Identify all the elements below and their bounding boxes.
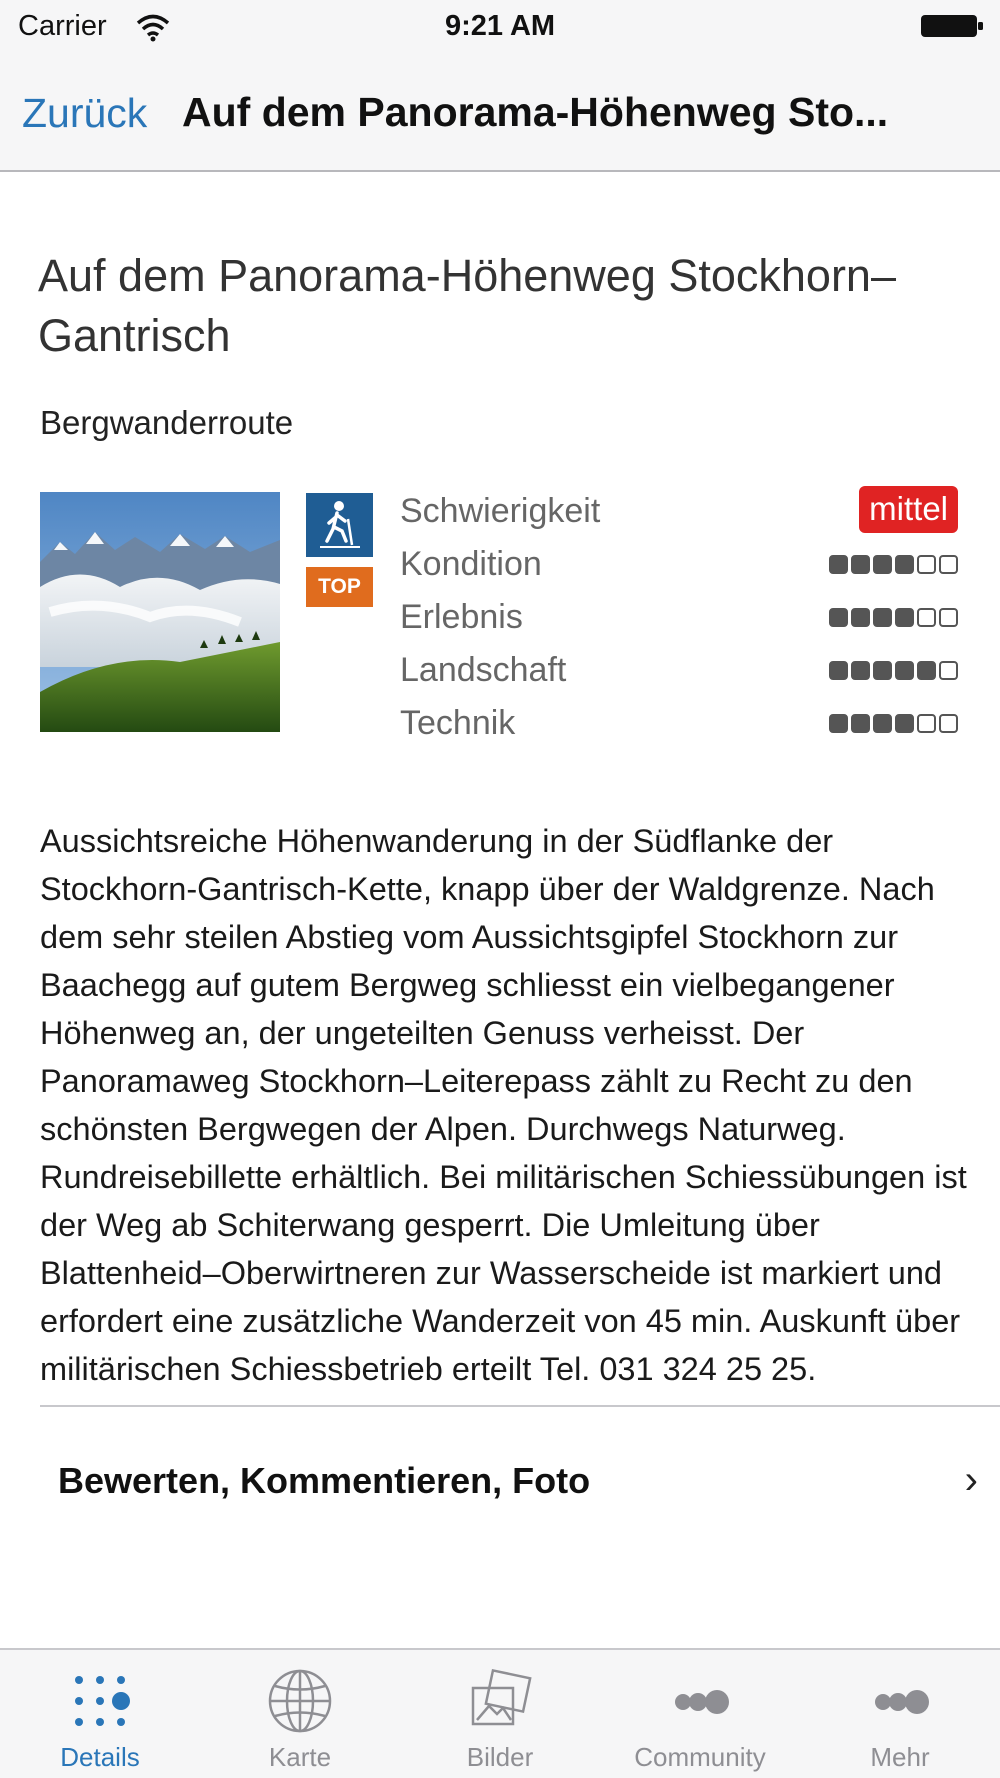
rating-dot-filled xyxy=(895,608,914,627)
divider xyxy=(40,1405,1000,1407)
back-button[interactable]: Zurück xyxy=(22,90,148,136)
rating-dot-filled xyxy=(895,714,914,733)
nav-title: Auf dem Panorama-Höhenweg Sto... xyxy=(182,89,889,135)
rating-dot-filled xyxy=(829,661,848,680)
tab-label: Community xyxy=(634,1742,766,1772)
rating-dot-empty xyxy=(939,714,958,733)
rating-label: Landschaft xyxy=(400,651,567,689)
rating-row-schwierigkeit xyxy=(398,484,958,537)
rating-label: Kondition xyxy=(400,545,542,583)
tab-community[interactable] xyxy=(600,1650,800,1778)
details-dots-icon xyxy=(65,1666,135,1736)
chevron-right-icon: › xyxy=(964,1458,978,1502)
rating-dot-filled xyxy=(851,555,870,574)
rating-dot-filled xyxy=(851,608,870,627)
tab-details[interactable] xyxy=(0,1650,200,1778)
tab-mehr[interactable] xyxy=(800,1650,1000,1778)
mountain-photo-image xyxy=(40,492,280,732)
rating-dot-empty xyxy=(939,661,958,680)
rating-dot-empty xyxy=(917,608,936,627)
rating-dot-filled xyxy=(829,714,848,733)
top-badge: TOP xyxy=(306,567,373,607)
rating-dot-filled xyxy=(829,555,848,574)
tab-label: Details xyxy=(60,1742,140,1772)
rating-label: Schwierigkeit xyxy=(400,492,601,530)
rating-dots xyxy=(829,608,958,627)
rating-dots xyxy=(829,555,958,574)
tab-bilder[interactable] xyxy=(400,1650,600,1778)
rating-dot-filled xyxy=(851,714,870,733)
rating-dot-filled xyxy=(873,661,892,680)
tab-label: Karte xyxy=(268,1742,332,1772)
hiker-icon xyxy=(306,493,373,557)
rating-dot-filled xyxy=(873,555,892,574)
more-icon xyxy=(865,1666,935,1736)
rating-row-landschaft xyxy=(398,643,958,696)
photos-icon xyxy=(465,1666,535,1736)
rating-row-technik xyxy=(398,696,958,749)
rating-label: Technik xyxy=(400,704,516,742)
carrier-label: Carrier xyxy=(18,10,107,42)
rating-dots xyxy=(829,714,958,733)
rating-dot-filled xyxy=(895,555,914,574)
rating-dot-filled xyxy=(829,608,848,627)
rating-dot-empty xyxy=(939,608,958,627)
rating-dot-empty xyxy=(939,555,958,574)
tab-bar xyxy=(0,1648,1000,1778)
rating-row-kondition xyxy=(398,537,958,590)
route-photo[interactable] xyxy=(40,492,280,732)
rating-label: Erlebnis xyxy=(400,598,523,636)
rating-dot-filled xyxy=(895,661,914,680)
rating-dots xyxy=(829,661,958,680)
rating-row-erlebnis xyxy=(398,590,958,643)
rate-comment-photo-label: Bewerten, Kommentieren, Foto xyxy=(58,1460,591,1501)
rate-comment-photo-row[interactable] xyxy=(58,1448,978,1508)
rating-dot-filled xyxy=(873,608,892,627)
battery-icon xyxy=(920,14,984,38)
status-bar xyxy=(0,0,1000,56)
rating-dot-filled xyxy=(873,714,892,733)
route-title: Auf dem Panorama-Höhenweg Stockhorn–Gantrisch xyxy=(38,250,896,361)
community-icon xyxy=(665,1666,735,1736)
difficulty-badge: mittel xyxy=(859,486,958,533)
rating-dot-empty xyxy=(917,714,936,733)
clock: 9:21 AM xyxy=(444,10,556,42)
route-description: Aussichtsreiche Höhenwanderung in der Südflanke der Stockhorn-Gantrisch-Kette, knapp über der Waldgrenze. Nach dem sehr steilen Abstieg vom Aussichtsgipfel Stockhorn zur Baachegg auf gutem Bergweg schliesst ein vielbegangener Höhenweg an, der ungeteilten Genuss verheisst. Der Panoramaweg Stockhorn–Leiterepass zählt zu Recht zu den schönsten Bergwegen der Alpen. Durchwegs Naturweg. Rundreisebillette erhältlich. Bei militärischen Schiessübungen ist der Weg ab Schiterwang gesperrt. Die Umleitung über Blattenheid–Oberwirtneren zur Wasserscheide ist markiert und erfordert eine zusätzliche Wanderzeit von 45 min. Auskunft über militärischen Schiessbetrieb erteilt Tel. 031 324 25 25. xyxy=(40,823,967,1387)
navigation-bar xyxy=(0,56,1000,172)
tab-karte[interactable] xyxy=(200,1650,400,1778)
hiking-badge xyxy=(306,493,373,557)
ratings-list xyxy=(398,484,958,749)
rating-dot-empty xyxy=(917,555,936,574)
tab-label: Bilder xyxy=(466,1742,534,1772)
rating-dot-filled xyxy=(917,661,936,680)
rating-dot-filled xyxy=(851,661,870,680)
tab-label: Mehr xyxy=(870,1742,930,1772)
globe-icon xyxy=(265,1666,335,1736)
route-type: Bergwanderroute xyxy=(40,404,294,441)
